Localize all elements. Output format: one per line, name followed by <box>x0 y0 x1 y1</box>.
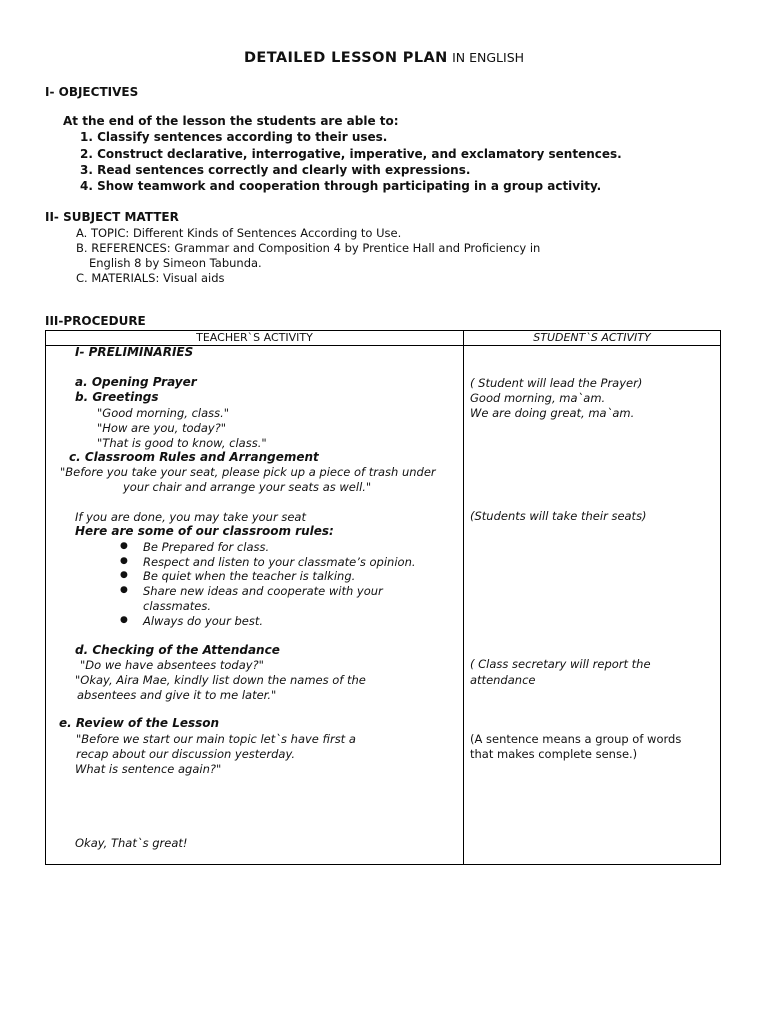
student-secretary-cont: attendance <box>470 673 536 687</box>
student-secretary: ( Class secretary will report the <box>470 657 651 671</box>
subject-matter-heading: II- SUBJECT MATTER <box>45 210 179 224</box>
subject-materials: C. MATERIALS: Visual aids <box>76 271 225 285</box>
rules-quote-line: "Before you take your seat, please pick up a piece of trash under <box>60 465 436 479</box>
bullet-icon: ● <box>120 585 128 595</box>
teacher-greet-line: "How are you, today?" <box>97 421 227 435</box>
rules-quote-line: your chair and arrange your seats as well." <box>123 480 372 494</box>
objective-item: 1. Classify sentences according to their uses. <box>80 130 388 144</box>
attendance-heading: d. Checking of the Attendance <box>75 643 280 657</box>
subject-references: B. REFERENCES: Grammar and Composition 4 by Prentice Hall and Proficiency in <box>76 241 541 255</box>
greetings-heading: b. Greetings <box>75 390 159 404</box>
rule-item: Respect and listen to your classmate’s opinion. <box>143 555 416 569</box>
bullet-icon: ● <box>120 615 128 625</box>
preliminaries-heading: I- PRELIMINARIES <box>75 345 194 359</box>
student-activity-header: STUDENT`S ACTIVITY <box>533 331 651 344</box>
column-divider <box>463 331 464 864</box>
review-heading: e. Review of the Lesson <box>59 716 220 730</box>
objectives-intro: At the end of the lesson the students are able to: <box>63 114 399 128</box>
classroom-rules-heading: c. Classroom Rules and Arrangement <box>69 450 319 464</box>
attendance-line: "Okay, Aira Mae, kindly list down the names of the <box>75 673 366 687</box>
document-title <box>0 50 768 66</box>
rule-item: Be quiet when the teacher is talking. <box>143 569 356 583</box>
title-main: DETAILED LESSON PLAN <box>243 50 448 66</box>
okay-great-line: Okay, That`s great! <box>75 836 188 850</box>
student-prayer: ( Student will lead the Prayer) <box>470 376 643 390</box>
attendance-line: absentees and give it to me later." <box>77 688 277 702</box>
student-morning: Good morning, ma`am. <box>470 391 606 405</box>
bullet-icon: ● <box>120 541 128 551</box>
take-seat-line: If you are done, you may take your seat <box>75 510 306 524</box>
student-sentence-answer-cont: that makes complete sense.) <box>470 747 638 761</box>
attendance-line: "Do we have absentees today?" <box>80 658 264 672</box>
objective-item: 2. Construct declarative, interrogative, imperative, and exclamatory sentences. <box>80 147 622 161</box>
objective-item: 3. Read sentences correctly and clearly with expressions. <box>80 163 471 177</box>
title-sub: IN ENGLISH <box>452 50 525 65</box>
teacher-greet-line: "That is good to know, class." <box>97 436 267 450</box>
student-sentence-answer: (A sentence means a group of words <box>470 732 682 746</box>
review-line: recap about our discussion yesterday. <box>76 747 296 761</box>
student-great: We are doing great, ma`am. <box>470 406 635 420</box>
teacher-activity-header: TEACHER`S ACTIVITY <box>196 331 313 344</box>
opening-prayer-heading: a. Opening Prayer <box>75 375 197 389</box>
objective-item: 4. Show teamwork and cooperation through participating in a group activity. <box>80 179 602 193</box>
rule-item: Always do your best. <box>143 614 264 628</box>
review-line: "Before we start our main topic let`s have first a <box>76 732 356 746</box>
rule-item: Be Prepared for class. <box>143 540 270 554</box>
bullet-icon: ● <box>120 556 128 566</box>
rules-intro: Here are some of our classroom rules: <box>75 524 334 538</box>
rule-item: Share new ideas and cooperate with your <box>143 584 383 598</box>
procedure-heading: III-PROCEDURE <box>45 314 146 328</box>
student-seats: (Students will take their seats) <box>470 509 647 523</box>
teacher-greet-line: "Good morning, class." <box>97 406 230 420</box>
objectives-heading: I- OBJECTIVES <box>45 85 139 99</box>
subject-references-cont: English 8 by Simeon Tabunda. <box>89 256 262 270</box>
review-line: What is sentence again?" <box>75 762 222 776</box>
bullet-icon: ● <box>120 570 128 580</box>
rule-item-cont: classmates. <box>143 599 212 613</box>
subject-topic: A. TOPIC: Different Kinds of Sentences According to Use. <box>76 226 402 240</box>
